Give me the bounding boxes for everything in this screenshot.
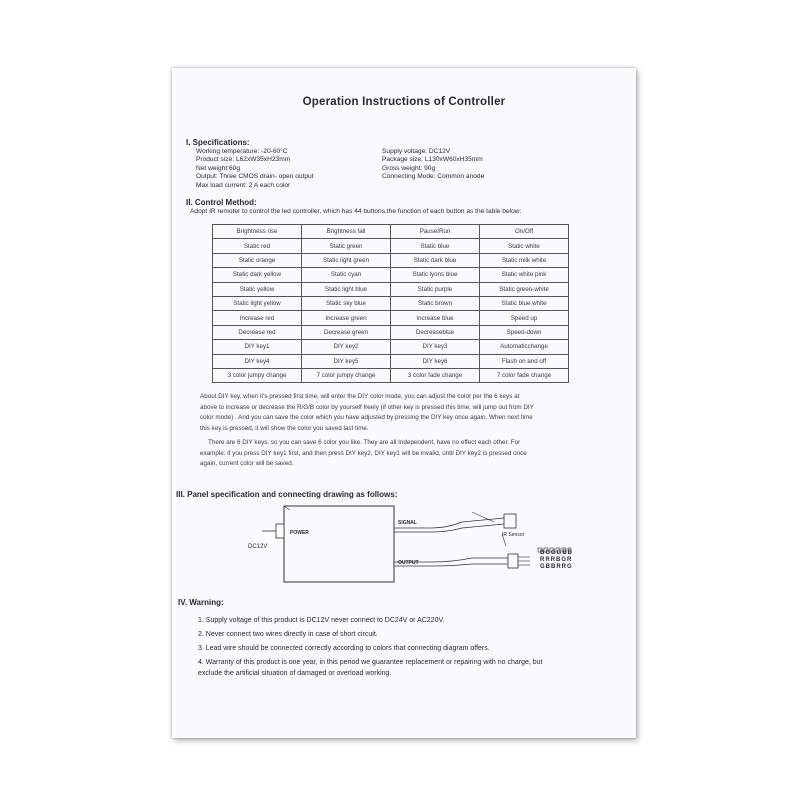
table-cell: Increase red bbox=[213, 311, 302, 325]
table-cell: Speed up bbox=[480, 311, 569, 325]
table-cell: 3 color jumpy change bbox=[213, 368, 302, 382]
diy-paragraph-2 bbox=[200, 438, 618, 470]
table-cell: Brightness rise bbox=[213, 225, 302, 239]
paragraph-line: above to increase or decrease the R/G/B color by yourself freely (if other key is pressed this time, will jump out from DIY bbox=[200, 403, 534, 411]
table-row bbox=[213, 239, 569, 253]
table-row bbox=[213, 282, 569, 296]
table-cell: Increase blue bbox=[391, 311, 480, 325]
spec-item: Gross weight: 90g bbox=[382, 164, 436, 172]
specs-left-list bbox=[196, 148, 314, 190]
table-cell: Automaticchange bbox=[480, 340, 569, 354]
table-row bbox=[213, 354, 569, 368]
ir-sensor-label: IR Sensor bbox=[502, 532, 525, 538]
signal-label: SIGNAL bbox=[398, 520, 417, 526]
table-cell: Brightness fall bbox=[302, 225, 391, 239]
spec-item: Supply voltage: DC12V bbox=[382, 148, 451, 155]
spec-item: Connecting Mode: Common anode bbox=[382, 173, 485, 181]
paragraph-line: again, current color will be saved. bbox=[200, 460, 294, 468]
table-cell: Static dark yellow bbox=[213, 268, 302, 282]
connection-drawing bbox=[232, 500, 572, 590]
table-cell: DIY key4 bbox=[213, 354, 302, 368]
spec-item: Product size: L62xW35xH23mm bbox=[196, 156, 291, 164]
table-cell: Decrease green bbox=[302, 325, 391, 339]
warning-item: 2. Never connect two wires directly in case of short circuit. bbox=[198, 631, 378, 638]
dc12v-label: DC12V bbox=[248, 544, 268, 550]
spec-item: Net weight:60g bbox=[196, 164, 240, 172]
table-cell: Speed-down bbox=[480, 325, 569, 339]
table-cell: On/Off bbox=[480, 225, 569, 239]
power-label: POWER bbox=[290, 530, 309, 536]
table-cell: DIY key3 bbox=[391, 340, 480, 354]
paragraph-line: About DIY key, when it's pressed first time, will enter the DIY color mode, you can adjust the color per the 6 keys at bbox=[200, 393, 520, 400]
paragraph-line: color mode) . And you can save the color which you have adjusted by pressing the DIY key once again. When next time bbox=[200, 414, 533, 422]
table-cell: Static milk white bbox=[480, 253, 569, 267]
table-cell: DIY key1 bbox=[213, 340, 302, 354]
table-cell: Static blue white bbox=[480, 296, 569, 310]
table-cell: DIY key2 bbox=[302, 340, 391, 354]
spec-item: Package size: L130xW60xH35mm bbox=[382, 156, 483, 164]
table-cell: DIY key6 bbox=[391, 354, 480, 368]
warning-item: 4. Warranty of this product is one year, in this period we guarantee replacement or repairing with no charge, but bbox=[198, 659, 543, 666]
table-cell: Static light green bbox=[302, 253, 391, 267]
warning-item: 3. Lead wire should be connected correctly according to colors that connecting diagram offers. bbox=[198, 645, 490, 652]
pin-color-rows bbox=[540, 550, 573, 571]
table-cell: Pause/Run bbox=[391, 225, 480, 239]
warning-item: 1. Supply voltage of this product is DC12V never connect to DC24V or AC220V. bbox=[198, 617, 445, 624]
table-cell: Static brown bbox=[391, 296, 480, 310]
table-cell: Static green bbox=[302, 239, 391, 253]
table-cell: Decrease red bbox=[213, 325, 302, 339]
table-cell: Static lyons blue bbox=[391, 268, 480, 282]
control-method-heading: II. Control Method: bbox=[186, 198, 257, 207]
spec-item: Working temperature: -20-60°C bbox=[196, 148, 288, 155]
spec-item: Max load current: 2 A each color bbox=[196, 181, 291, 189]
table-cell: Static light yellow bbox=[213, 296, 302, 310]
document-title: Operation Instructions of Controller bbox=[302, 96, 506, 108]
table-row bbox=[213, 311, 569, 325]
instruction-sheet bbox=[172, 68, 636, 738]
table-cell: Static blue bbox=[391, 239, 480, 253]
table-cell: Static purple bbox=[391, 282, 480, 296]
output-label: OUTPUT bbox=[398, 560, 419, 566]
table-cell: 7 color jumpy change bbox=[302, 368, 391, 382]
pin-row: BGGGBB bbox=[540, 550, 573, 556]
table-cell: Static orange bbox=[213, 253, 302, 267]
controller-box bbox=[284, 506, 394, 582]
spec-item: Output: Three CMOS drain- open output bbox=[196, 173, 314, 181]
table-cell: Static yellow bbox=[213, 282, 302, 296]
table-cell: Static dark blue bbox=[391, 253, 480, 267]
table-cell: 3 color fade change bbox=[391, 368, 480, 382]
paragraph-line: this key is pressed, it will show the color you saved last time. bbox=[200, 424, 369, 432]
specs-right-list bbox=[382, 148, 484, 182]
warning-list bbox=[198, 614, 542, 681]
button-function-table bbox=[212, 224, 569, 383]
table-cell: DIY key5 bbox=[302, 354, 391, 368]
table-cell: Increase green bbox=[302, 311, 391, 325]
output-plug bbox=[508, 554, 518, 568]
diy-paragraph-1 bbox=[200, 392, 610, 434]
table-cell: Static cyan bbox=[302, 268, 391, 282]
table-row bbox=[213, 368, 569, 382]
table-cell: Decreaseblue bbox=[391, 325, 480, 339]
table-cell: Static sky blue bbox=[302, 296, 391, 310]
control-intro: Adopt IR remoter to control the led controller, which has 44 buttons,the function of each button as the table below: bbox=[190, 208, 522, 215]
table-cell: 7 color fade change bbox=[480, 368, 569, 382]
table-cell: Static light blue bbox=[302, 282, 391, 296]
paragraph-line: There are 6 DIY keys, so you can save 6 color you like. They are all Independent, have no effect each other. For bbox=[208, 439, 521, 446]
table-row bbox=[213, 325, 569, 339]
table-row bbox=[213, 253, 569, 267]
table-row bbox=[213, 340, 569, 354]
power-jack bbox=[276, 524, 284, 538]
table-row bbox=[213, 268, 569, 282]
table-row bbox=[213, 296, 569, 310]
table-cell: Static white bbox=[480, 239, 569, 253]
table-cell: Flash on and off bbox=[480, 354, 569, 368]
warning-item: exclude the artificial situation of damaged or overload working. bbox=[198, 670, 392, 677]
paragraph-line: example: if you press DIY key1 first, and then press DIY key2, DIY key1 will be invalid, until DIY key2 is pressed once bbox=[200, 449, 527, 457]
panel-heading: III. Panel specification and connecting drawing as follows: bbox=[176, 490, 398, 499]
table-cell: Static white pink bbox=[480, 268, 569, 282]
ir-sensor-plug bbox=[504, 514, 516, 528]
pin-row: RRRBGR bbox=[540, 557, 573, 563]
table-cell: Static red bbox=[213, 239, 302, 253]
table-cell: Static green-white bbox=[480, 282, 569, 296]
warning-heading: IV. Warning: bbox=[178, 598, 224, 607]
table-row bbox=[213, 225, 569, 239]
specifications-heading: I. Specifications: bbox=[186, 138, 250, 147]
pin-row: GBBRRG bbox=[540, 564, 573, 570]
